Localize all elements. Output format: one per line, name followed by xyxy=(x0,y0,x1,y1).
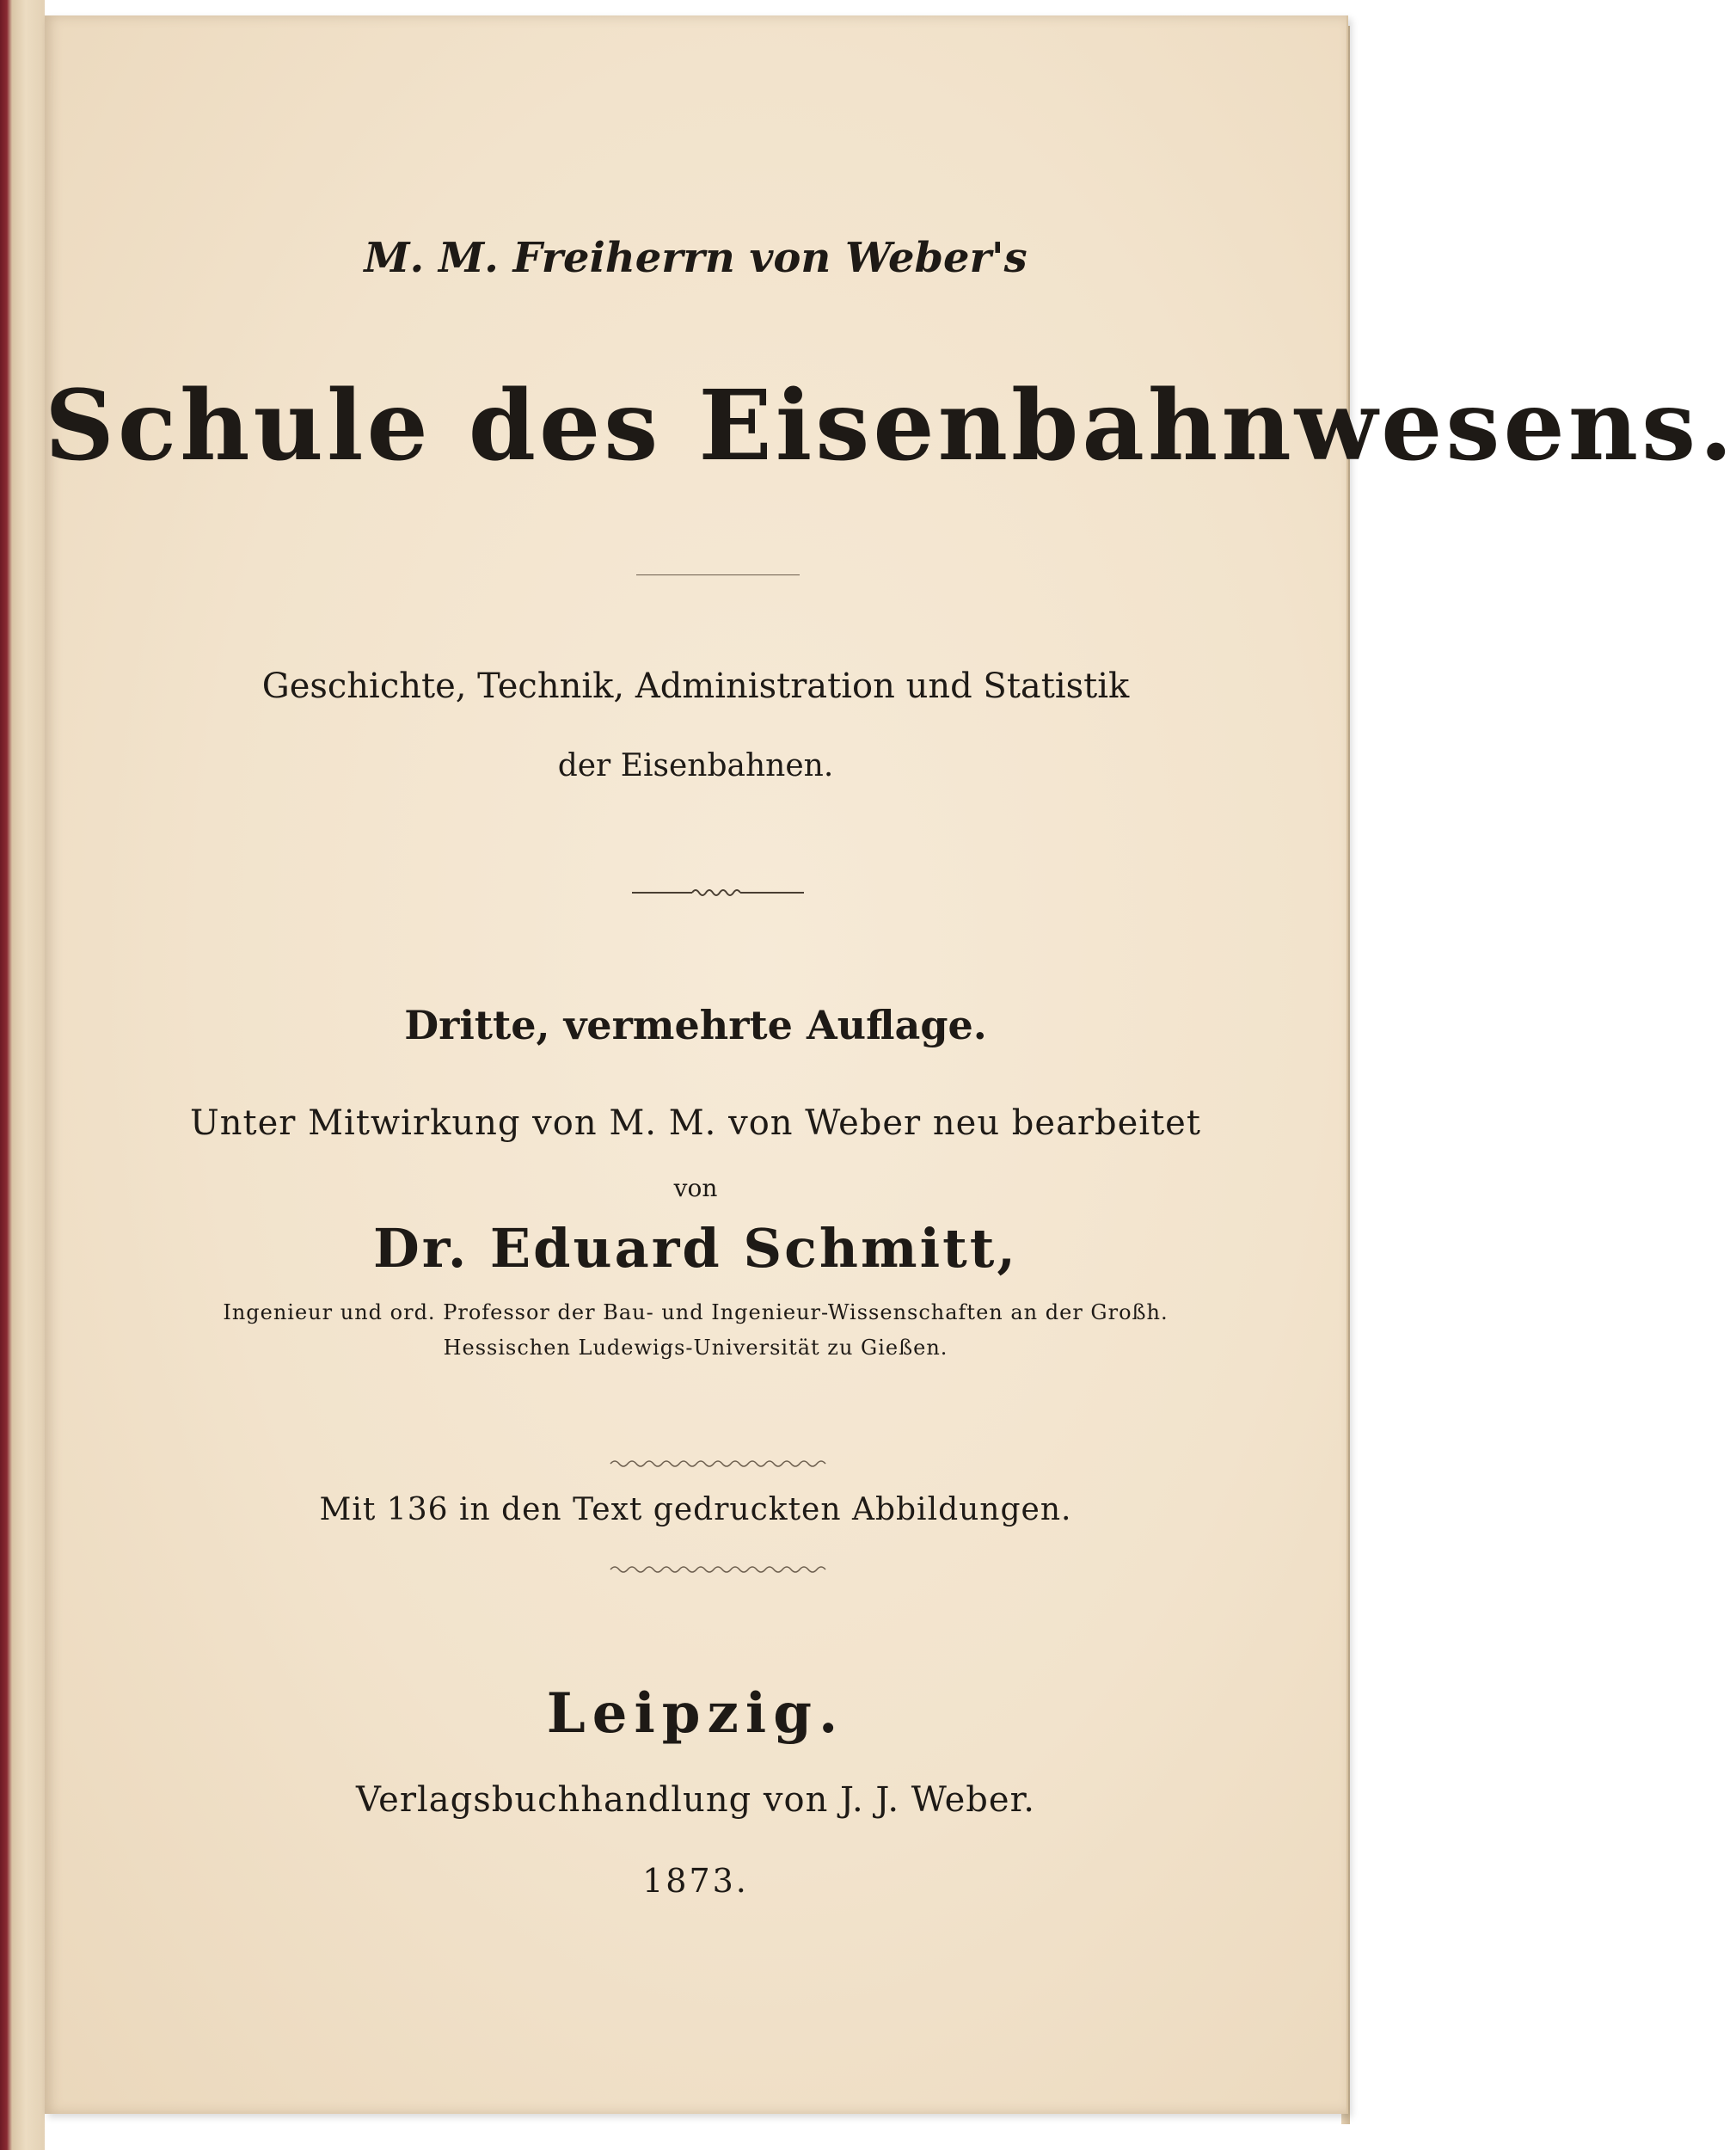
publication-year: 1873. xyxy=(642,1862,749,1900)
by-line: von xyxy=(673,1174,718,1202)
book-binding xyxy=(0,0,45,2150)
subtitle-line-1: Geschichte, Technik, Administration und Statistik xyxy=(261,666,1130,706)
publication-city: Leipzig. xyxy=(546,1681,845,1746)
edition-line: Dritte, vermehrte Auflage. xyxy=(404,1002,987,1048)
book-title: Schule des Eisenbahnwesens. xyxy=(45,370,1736,482)
divider-rule xyxy=(636,574,800,575)
ornamental-divider xyxy=(632,884,804,901)
ornamental-divider-upper xyxy=(610,1458,825,1470)
affiliation-line-1: Ingenieur und ord. Professor der Bau- und Ingenieur-Wissenschaften an der Großh. xyxy=(223,1300,1169,1324)
affiliation-line-2: Hessischen Ludewigs-Universität zu Gießen. xyxy=(443,1336,948,1360)
editor-name: Dr. Eduard Schmitt, xyxy=(373,1217,1018,1280)
illustrations-note: Mit 136 in den Text gedruckten Abbildungen. xyxy=(319,1492,1072,1527)
publisher-line: Verlagsbuchhandlung von J. J. Weber. xyxy=(355,1780,1036,1820)
collaboration-line: Unter Mitwirkung von M. M. von Weber neu bearbeitet xyxy=(190,1103,1201,1143)
subtitle-line-2: der Eisenbahnen. xyxy=(557,748,834,783)
ornamental-divider-lower xyxy=(610,1563,825,1576)
author-line: M. M. Freiherrn von Weber's xyxy=(364,234,1027,282)
